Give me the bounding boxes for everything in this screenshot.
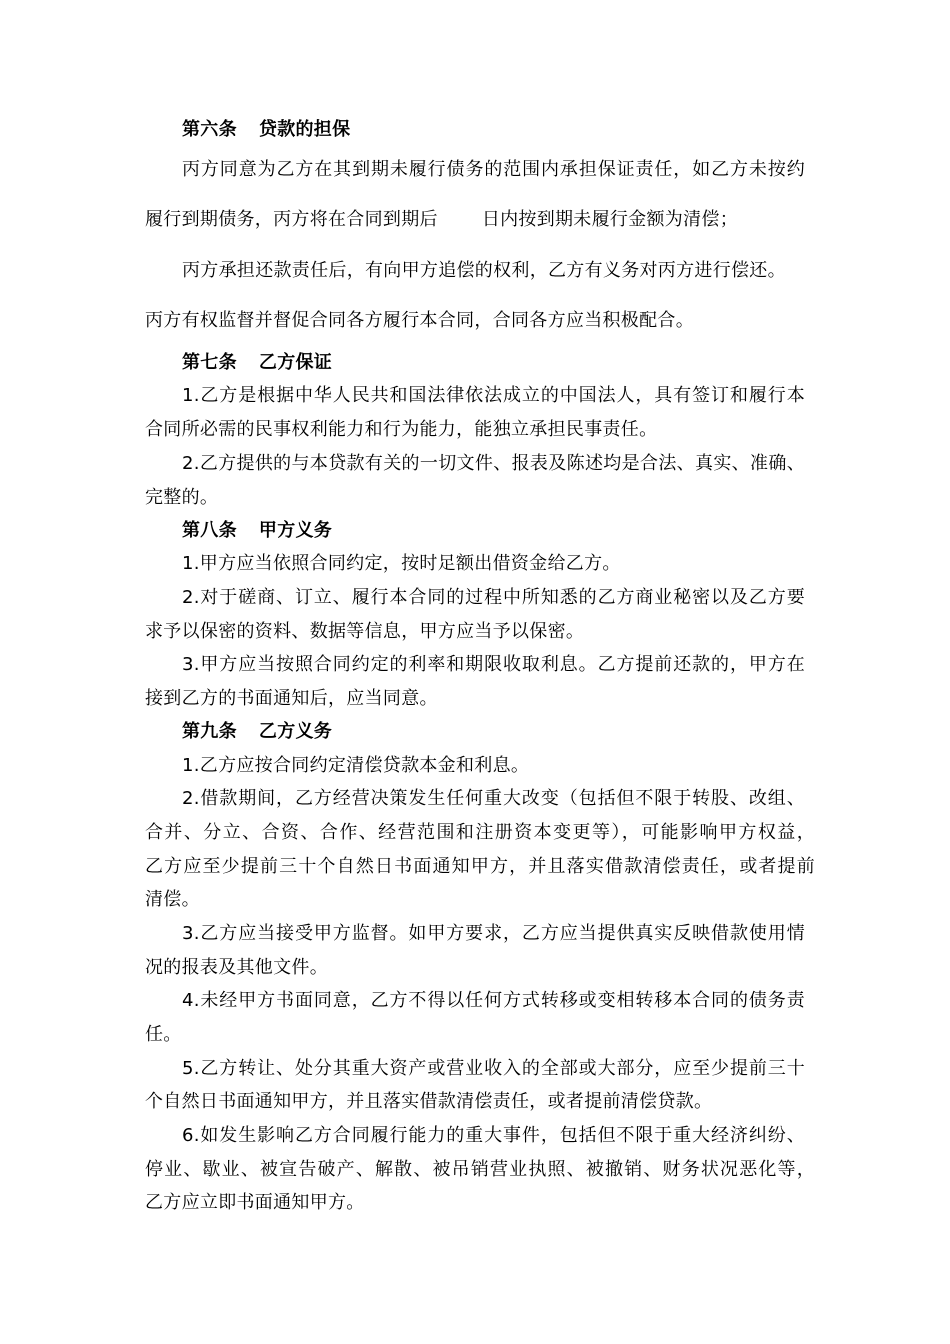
article-9-item-5-line-2: 个自然日书面通知甲方，并且落实借款清偿责任，或者提前清偿贷款。 <box>145 1091 713 1112</box>
article-9-item-3-line-2: 况的报表及其他文件。 <box>145 957 328 978</box>
article-9-heading <box>182 720 852 744</box>
article-9-number: 第九条 <box>182 721 237 742</box>
article-6-paragraph-1-line-1: 丙方同意为乙方在其到期未履行债务的范围内承担保证责任，如乙方未按约 <box>182 159 805 180</box>
article-9-item-1: 1.乙方应按合同约定清偿贷款本金和利息。 <box>182 755 530 776</box>
article-9-item-5-line-1: 5.乙方转让、处分其重大资产或营业收入的全部或大部分，应至少提前三十 <box>182 1058 805 1079</box>
article-9-item-3-line-1: 3.乙方应当接受甲方监督。如甲方要求，乙方应当提供真实反映借款使用情 <box>182 923 805 944</box>
article-9-title: 乙方义务 <box>258 721 333 742</box>
article-6-paragraph-3: 丙方有权监督并督促合同各方履行本合同，合同各方应当积极配合。 <box>145 310 694 331</box>
article-8-item-3-line-1: 3.甲方应当按照合同约定的利率和期限收取利息。乙方提前还款的，甲方在 <box>182 654 805 675</box>
article-6-title: 贷款的担保 <box>258 119 351 140</box>
article-9-item-2-line-2: 合并、分立、合资、合作、经营范围和注册资本变更等），可能影响甲方权益， <box>145 822 815 843</box>
article-9-item-2-line-1: 2.借款期间，乙方经营决策发生任何重大改变（包括但不限于转股、改组、 <box>182 788 805 809</box>
article-9-item-4-line-1: 4.未经甲方书面同意，乙方不得以任何方式转移或变相转移本合同的债务责 <box>182 990 805 1011</box>
article-8-item-1: 1.甲方应当依照合同约定，按时足额出借资金给乙方。 <box>182 553 621 574</box>
article-9-item-2-line-4: 清偿。 <box>145 889 200 910</box>
article-8-item-2-line-2: 求予以保密的资料、数据等信息，甲方应当予以保密。 <box>145 621 585 642</box>
article-7-item-1-line-1: 1.乙方是根据中华人民共和国法律依法成立的中国法人，具有签订和履行本 <box>182 385 805 406</box>
article-6-p1-text-a: 履行到期债务，丙方将在合同到期后 <box>145 209 438 230</box>
article-9-item-2-line-3: 乙方应至少提前三十个自然日书面通知甲方，并且落实借款清偿责任，或者提前 <box>145 856 815 877</box>
article-6-heading <box>182 118 852 142</box>
article-8-title: 甲方义务 <box>258 520 333 541</box>
article-8-item-2-line-1: 2.对于磋商、订立、履行本合同的过程中所知悉的乙方商业秘密以及乙方要 <box>182 587 805 608</box>
article-6-number: 第六条 <box>182 119 237 140</box>
article-9-item-6-line-3: 乙方应立即书面通知甲方。 <box>145 1192 365 1213</box>
article-9-item-6-line-2: 停业、歇业、被宣告破产、解散、被吊销营业执照、被撤销、财务状况恶化等， <box>145 1159 815 1180</box>
article-6-paragraph-1-line-2 <box>145 208 815 232</box>
article-8-number: 第八条 <box>182 520 237 541</box>
article-9-item-4-line-2: 任。 <box>145 1024 182 1045</box>
article-6-paragraph-2: 丙方承担还款责任后，有向甲方追偿的权利，乙方有义务对丙方进行偿还。 <box>182 260 786 281</box>
article-8-heading <box>182 519 852 543</box>
article-7-item-1-line-2: 合同所必需的民事权利能力和行为能力，能独立承担民事责任。 <box>145 419 658 440</box>
article-7-item-2-line-2: 完整的。 <box>145 487 219 508</box>
article-7-heading <box>182 351 852 375</box>
article-8-item-3-line-2: 接到乙方的书面通知后，应当同意。 <box>145 688 438 709</box>
article-6-p1-text-b: 日内按到期未履行金额为清偿； <box>481 209 739 230</box>
article-7-title: 乙方保证 <box>258 352 333 373</box>
article-7-number: 第七条 <box>182 352 237 373</box>
article-9-item-6-line-1: 6.如发生影响乙方合同履行能力的重大事件，包括但不限于重大经济纠纷、 <box>182 1125 805 1146</box>
article-7-item-2-line-1: 2.乙方提供的与本贷款有关的一切文件、报表及陈述均是合法、真实、准确、 <box>182 453 805 474</box>
